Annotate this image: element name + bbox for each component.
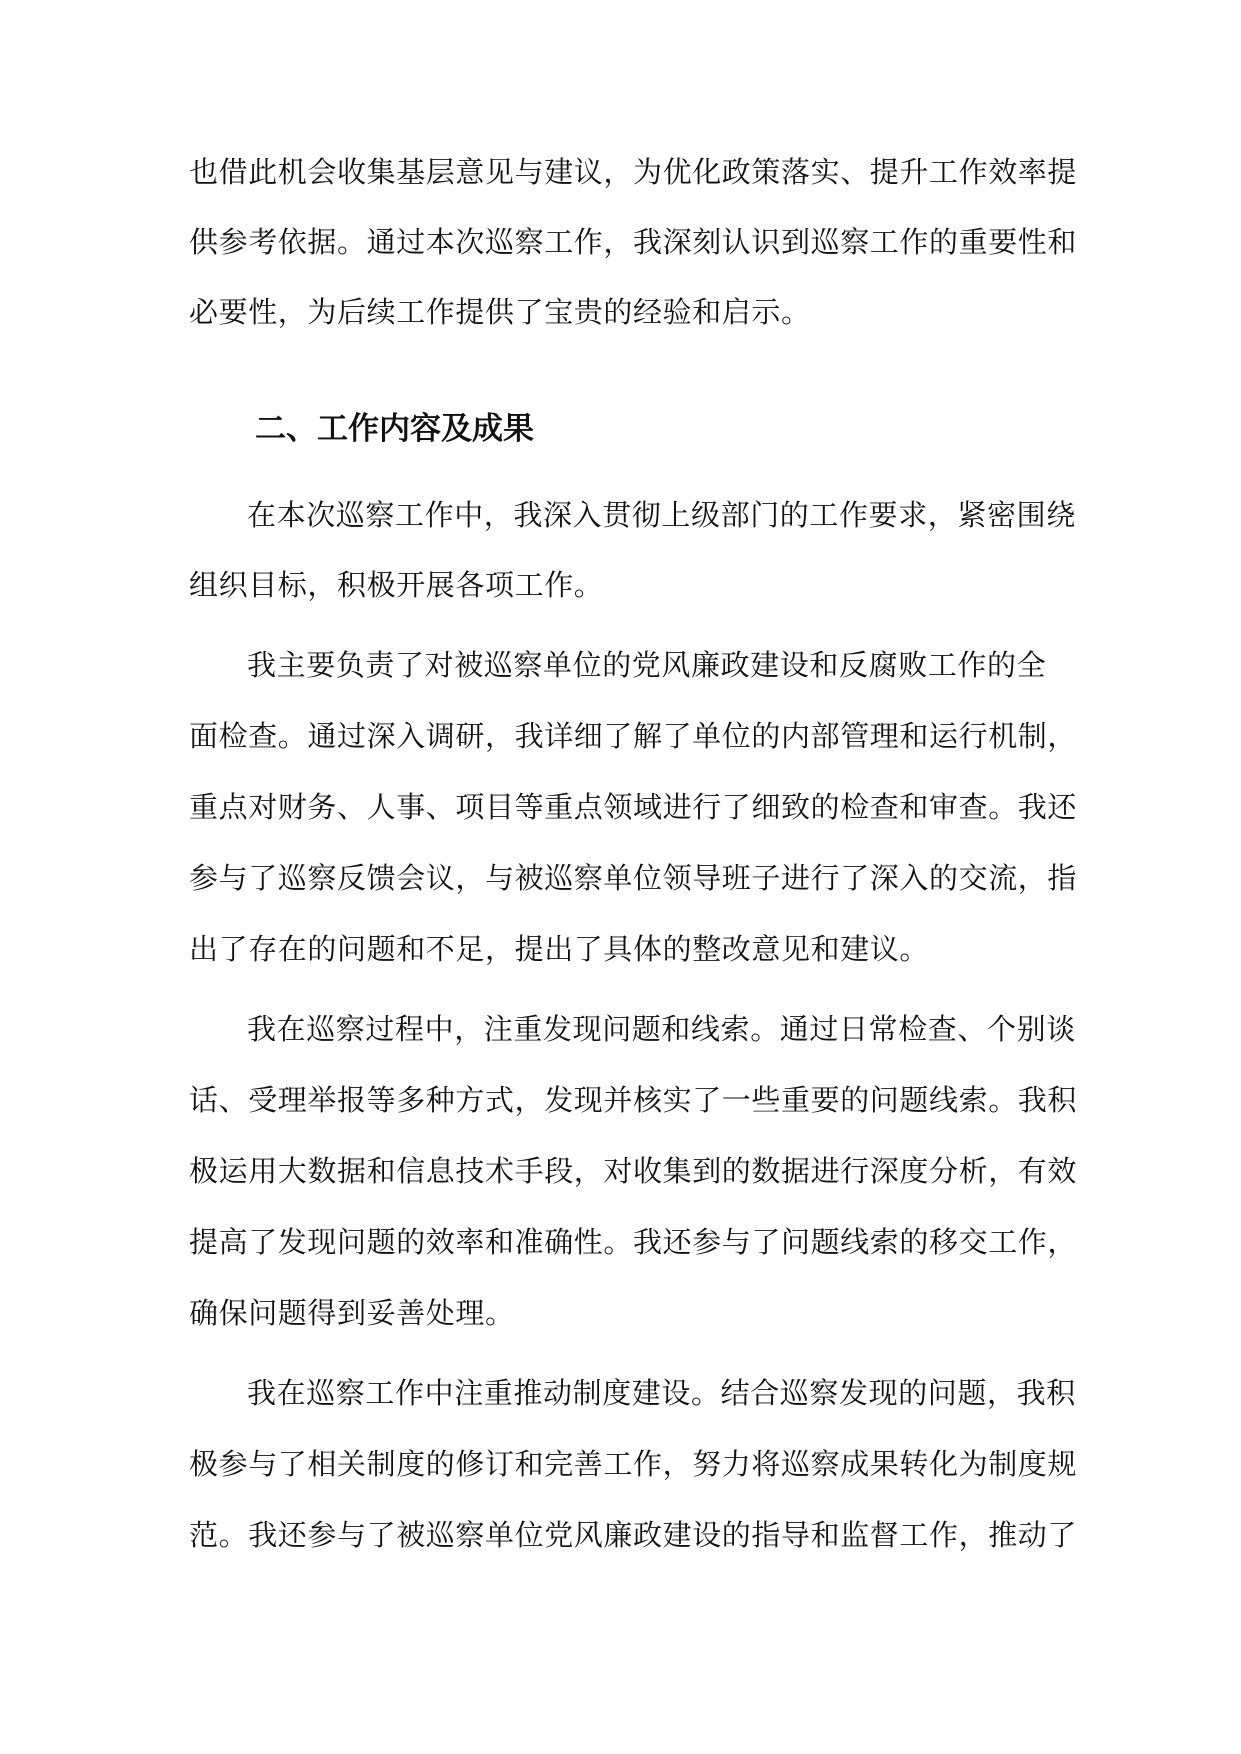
paragraph4-line-3: 范。我还参与了被巡察单位党风廉政建设的指导和监督工作，推动了 xyxy=(189,1518,1078,1552)
paragraph2-line-1: 我主要负责了对被巡察单位的党风廉政建设和反腐败工作的全 xyxy=(247,648,1047,682)
paragraph1-line-2: 组织目标，积极开展各项工作。 xyxy=(189,568,604,602)
intro-line-3: 必要性，为后续工作提供了宝贵的经验和启示。 xyxy=(189,295,811,329)
section-heading: 二、工作内容及成果 xyxy=(255,411,534,447)
paragraph3-line-5: 确保问题得到妥善处理。 xyxy=(189,1296,515,1330)
paragraph2-line-5: 出了存在的问题和不足，提出了具体的整改意见和建议。 xyxy=(189,932,930,966)
paragraph2-line-4: 参与了巡察反馈会议，与被巡察单位领导班子进行了深入的交流，指 xyxy=(189,861,1078,895)
paragraph3-line-2: 话、受理举报等多种方式，发现并核实了一些重要的问题线索。我积 xyxy=(189,1083,1078,1117)
paragraph2-line-2: 面检查。通过深入调研，我详细了解了单位的内部管理和运行机制， xyxy=(189,719,1078,753)
paragraph3-line-1: 我在巡察过程中，注重发现问题和线索。通过日常检查、个别谈 xyxy=(247,1012,1076,1046)
paragraph3-line-3: 极运用大数据和信息技术手段，对收集到的数据进行深度分析，有效 xyxy=(189,1154,1078,1188)
paragraph4-line-1: 我在巡察工作中注重推动制度建设。结合巡察发现的问题，我积 xyxy=(247,1376,1076,1410)
paragraph4-line-2: 极参与了相关制度的修订和完善工作，努力将巡察成果转化为制度规 xyxy=(189,1447,1078,1481)
intro-line-2: 供参考依据。通过本次巡察工作，我深刻认识到巡察工作的重要性和 xyxy=(189,225,1078,259)
intro-line-1: 也借此机会收集基层意见与建议，为优化政策落实、提升工作效率提 xyxy=(189,155,1078,189)
paragraph3-line-4: 提高了发现问题的效率和准确性。我还参与了问题线索的移交工作， xyxy=(189,1225,1078,1259)
paragraph1-line-1: 在本次巡察工作中，我深入贯彻上级部门的工作要求，紧密围绕 xyxy=(247,498,1076,532)
paragraph2-line-3: 重点对财务、人事、项目等重点领域进行了细致的检查和审查。我还 xyxy=(189,790,1078,824)
